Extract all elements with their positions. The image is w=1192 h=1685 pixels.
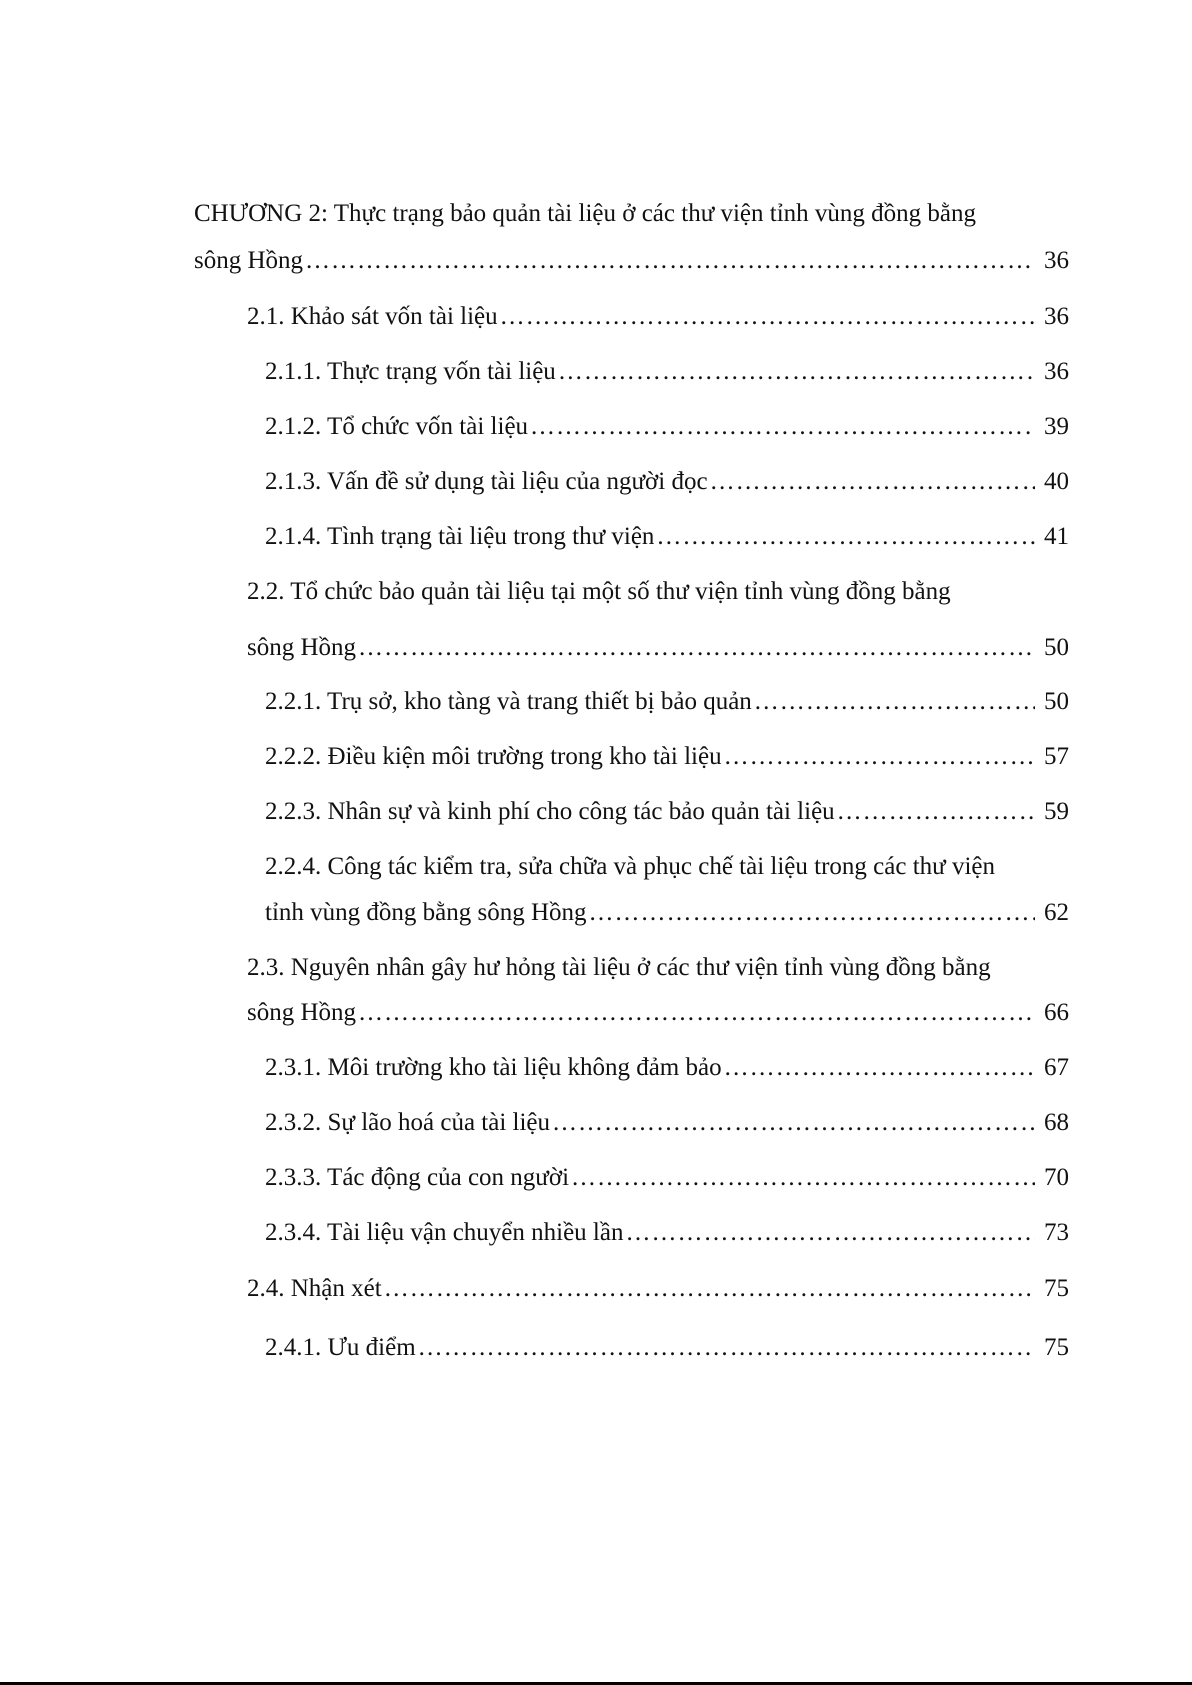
toc-page-number: 57 <box>1044 743 1069 770</box>
toc-entry-2-2 <box>247 632 1069 664</box>
toc-entry-label: 2.1. Khảo sát vốn tài liệu <box>247 303 498 330</box>
dot-leader <box>589 897 1035 929</box>
dot-leader <box>558 356 1035 388</box>
toc-chapter-title: CHƯƠNG 2: Thực trạng bảo quản tài liệu ở các thư viện tỉnh vùng đồng bằng <box>194 200 977 227</box>
toc-entry-label: 2.1.4. Tình trạng tài liệu trong thư viện <box>265 523 655 550</box>
dot-leader <box>500 301 1035 333</box>
toc-page-number: 36 <box>1044 303 1069 330</box>
toc-entry-label: sông Hồng <box>247 999 357 1026</box>
toc-entry-2-2-line1: 2.2. Tổ chức bảo quản tài liệu tại một số thư viện tỉnh vùng đồng bằng <box>247 578 951 605</box>
toc-page-number: 36 <box>1044 247 1069 274</box>
toc-entry-label: 2.4.1. Ưu điểm <box>265 1334 416 1361</box>
toc-page-number: 73 <box>1044 1219 1069 1246</box>
toc-entry-2-1-2 <box>265 411 1069 443</box>
dot-leader <box>384 1273 1035 1305</box>
toc-page-number: 59 <box>1044 798 1069 825</box>
toc-entry-2-2-4 <box>265 897 1069 929</box>
toc-entry-chapter-2 <box>194 245 1069 277</box>
dot-leader <box>710 466 1035 498</box>
toc-entry-label: 2.3.1. Môi trường kho tài liệu không đảm bảo <box>265 1054 722 1081</box>
dot-leader <box>358 997 1035 1029</box>
dot-leader <box>358 632 1035 664</box>
dot-leader <box>552 1107 1035 1139</box>
toc-entry-label: 2.2.2. Điều kiện môi trường trong kho tài liệu <box>265 743 722 770</box>
toc-entry-2-1 <box>247 301 1069 333</box>
toc-entry-label: tỉnh vùng đồng bằng sông Hồng <box>265 899 587 926</box>
toc-entry-2-3-3 <box>265 1162 1069 1194</box>
toc-entry-2-3-4 <box>265 1217 1069 1249</box>
toc-entry-2-3-line1: 2.3. Nguyên nhân gây hư hỏng tài liệu ở các thư viện tỉnh vùng đồng bằng <box>247 954 991 981</box>
toc-page-number: 36 <box>1044 358 1069 385</box>
toc-page-number: 75 <box>1044 1275 1069 1302</box>
toc-page-number: 67 <box>1044 1054 1069 1081</box>
toc-entry-2-3 <box>247 997 1069 1029</box>
toc-entry-2-2-2 <box>265 741 1069 773</box>
toc-entry-label: 2.1.2. Tổ chức vốn tài liệu <box>265 413 529 440</box>
toc-entry-label: 2.1.3. Vấn đề sử dụng tài liệu của người đọc <box>265 468 708 495</box>
toc-page-number: 39 <box>1044 413 1069 440</box>
dot-leader <box>837 796 1035 828</box>
dot-leader <box>418 1332 1035 1364</box>
toc-entry-label: 2.3.4. Tài liệu vận chuyển nhiều lần <box>265 1219 624 1246</box>
toc-entry-label: 2.2.1. Trụ sở, kho tàng và trang thiết bị bảo quản <box>265 688 752 715</box>
toc-entry-label: 2.3.3. Tác động của con người <box>265 1164 570 1191</box>
toc-page-number: 75 <box>1044 1334 1069 1361</box>
toc-page-number: 70 <box>1044 1164 1069 1191</box>
toc-page-number: 40 <box>1044 468 1069 495</box>
toc-entry-2-2-4-line1: 2.2.4. Công tác kiểm tra, sửa chữa và phục chế tài liệu trong các thư viện <box>265 853 995 880</box>
toc-entry-label: 2.1.1. Thực trạng vốn tài liệu <box>265 358 556 385</box>
dot-leader <box>571 1162 1035 1194</box>
dot-leader <box>724 741 1035 773</box>
toc-page-number: 66 <box>1044 999 1069 1026</box>
toc-entry-2-3-2 <box>265 1107 1069 1139</box>
toc-page-number: 50 <box>1044 634 1069 661</box>
toc-page-number: 50 <box>1044 688 1069 715</box>
toc-entry-2-1-3 <box>265 466 1069 498</box>
toc-page-number: 62 <box>1044 899 1069 926</box>
toc-entry-label: sông Hồng <box>194 247 304 274</box>
toc-entry-label: 2.3.2. Sự lão hoá của tài liệu <box>265 1109 551 1136</box>
toc-entry-2-3-1 <box>265 1052 1069 1084</box>
toc-entry-label: 2.2.3. Nhân sự và kinh phí cho công tác bảo quản tài liệu <box>265 798 835 825</box>
toc-entry-2-1-4 <box>265 521 1069 553</box>
toc-entry-2-2-1 <box>265 686 1069 718</box>
dot-leader <box>625 1217 1035 1249</box>
toc-entry-2-2-3 <box>265 796 1069 828</box>
toc-entry-2-4 <box>247 1273 1069 1305</box>
toc-entry-label: 2.4. Nhận xét <box>247 1275 382 1302</box>
toc-entry-2-1-1 <box>265 356 1069 388</box>
toc-page-number: 41 <box>1044 523 1069 550</box>
dot-leader <box>305 245 1035 277</box>
dot-leader <box>656 521 1035 553</box>
dot-leader <box>754 686 1035 718</box>
dot-leader <box>724 1052 1035 1084</box>
dot-leader <box>530 411 1035 443</box>
toc-page-number: 68 <box>1044 1109 1069 1136</box>
toc-entry-2-4-1 <box>265 1332 1069 1364</box>
toc-entry-label: sông Hồng <box>247 634 357 661</box>
